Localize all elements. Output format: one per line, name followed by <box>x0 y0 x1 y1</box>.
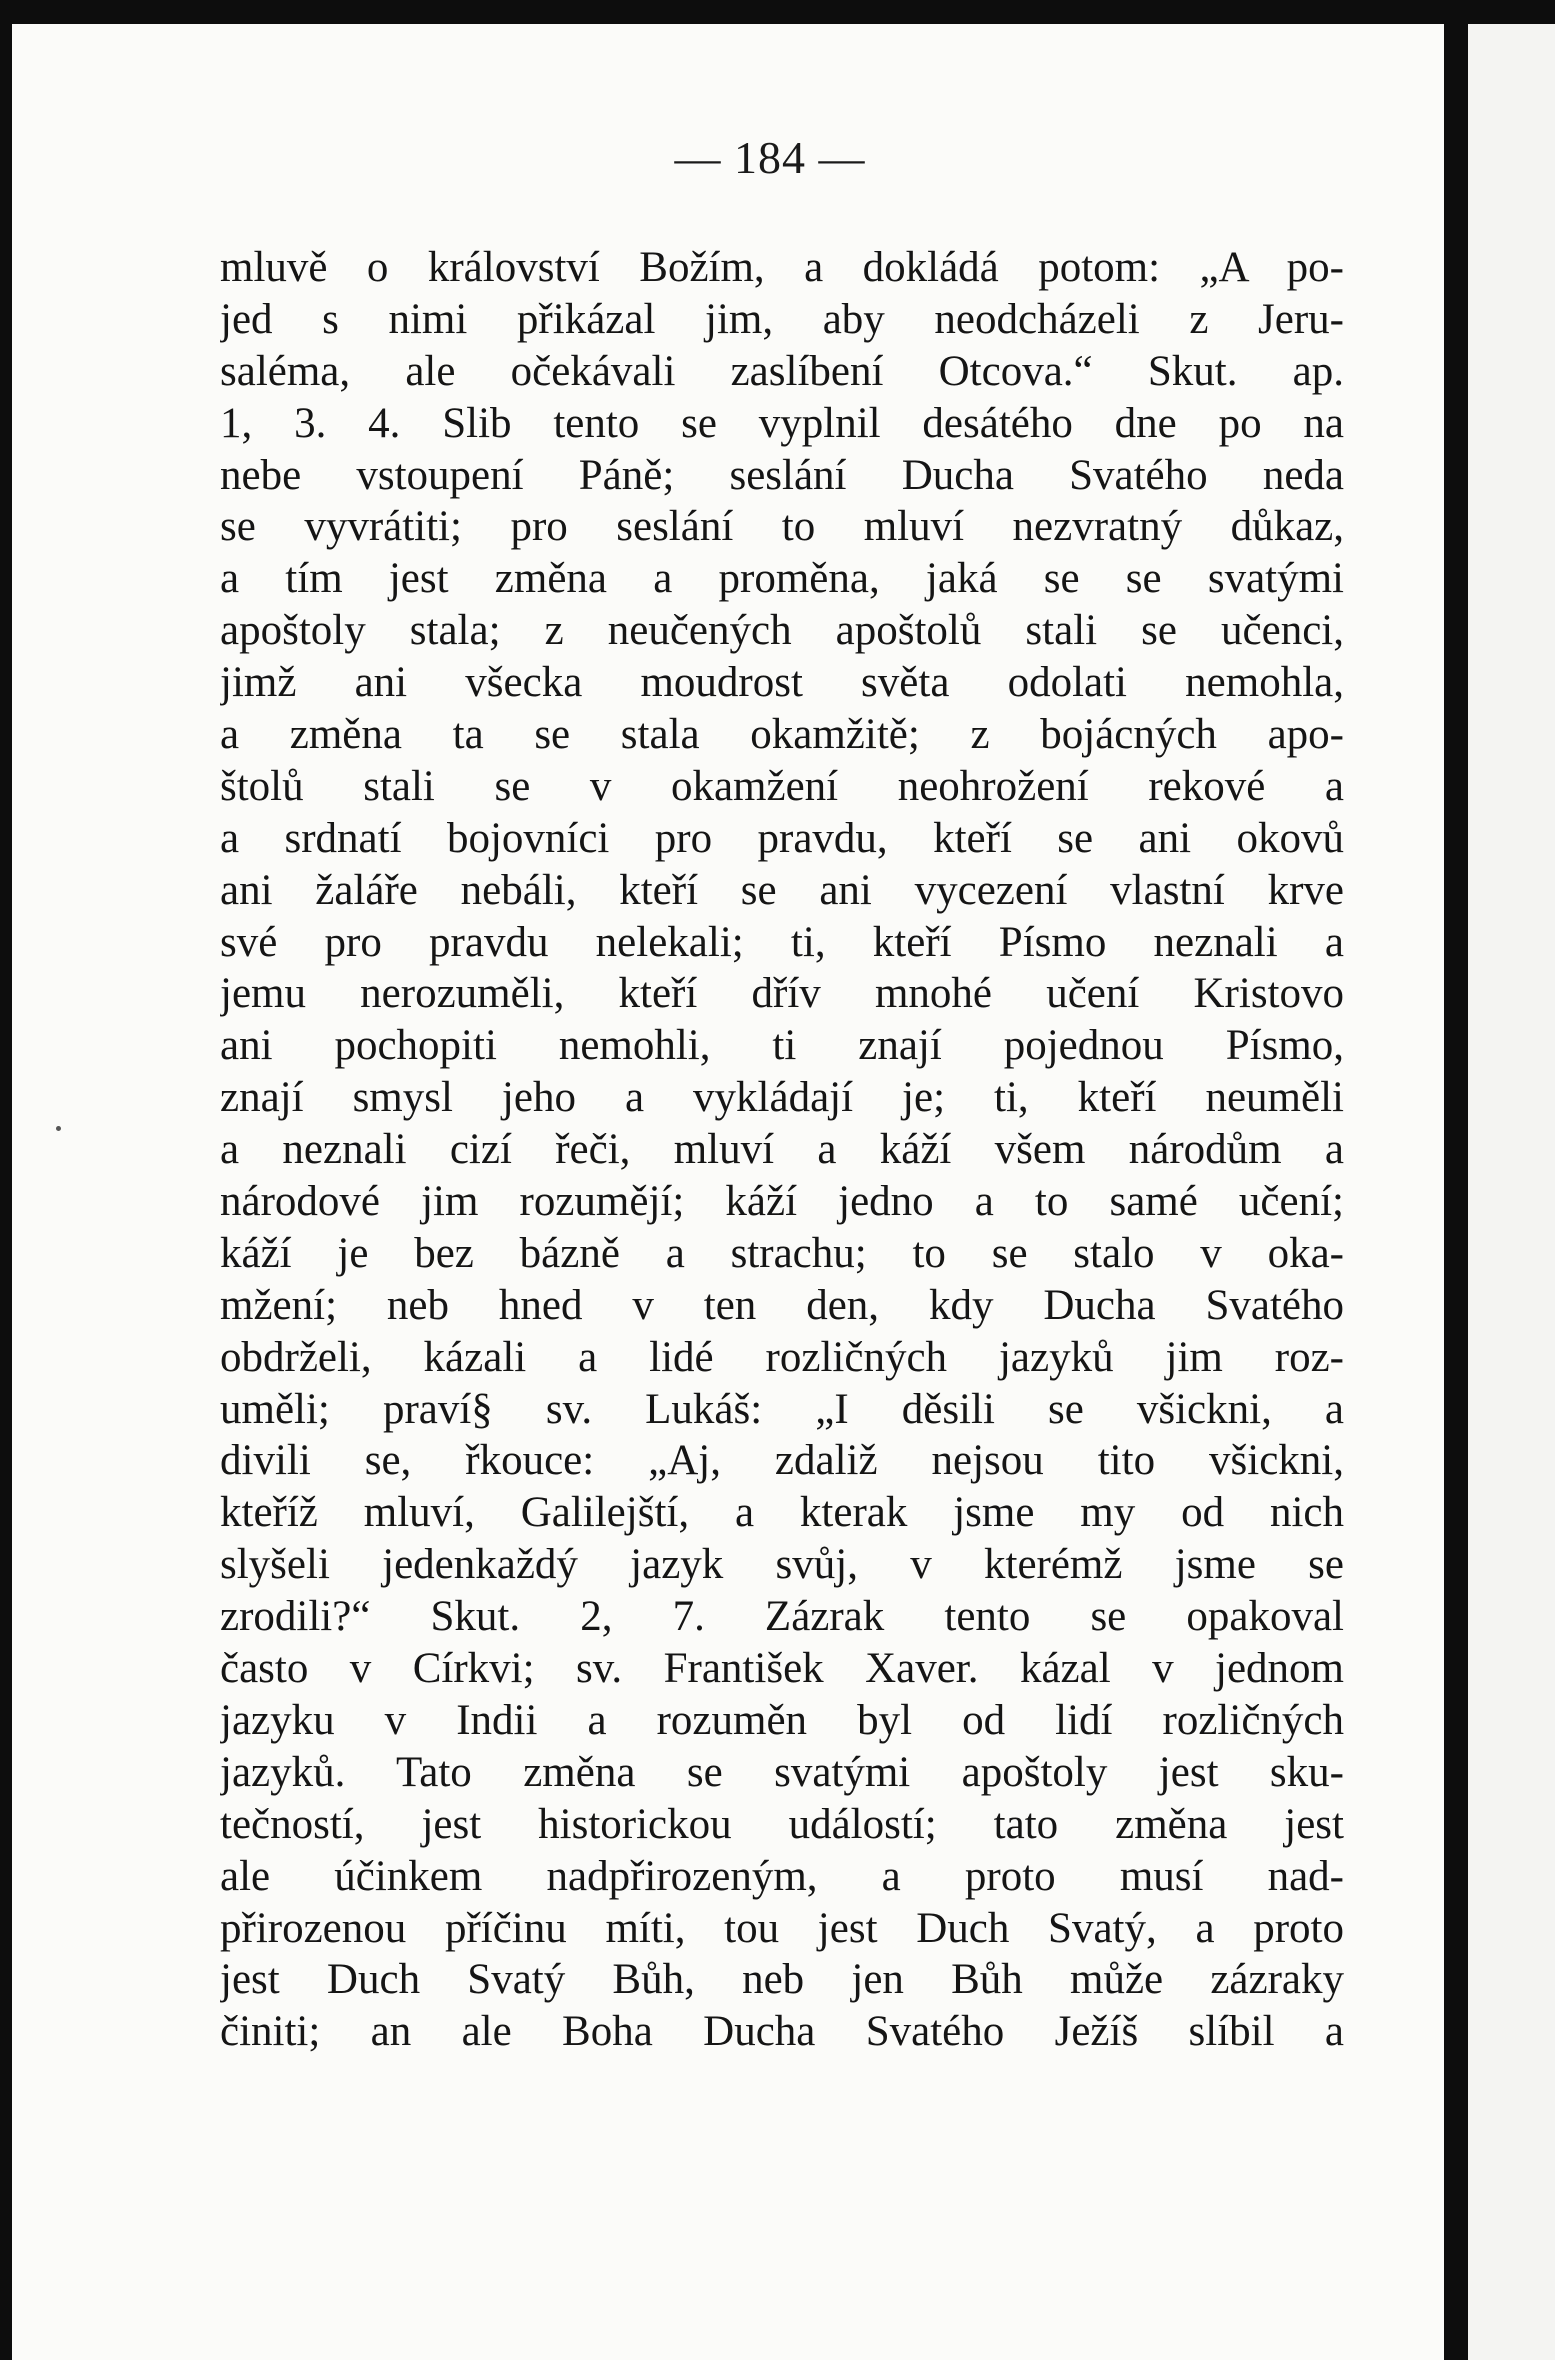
text-line: divili se, řkouce: „Aj, zdaliž nejsou tito všickni, <box>220 1437 1344 1485</box>
text-line: slyšeli jedenkaždý jazyk svůj, v kterémž jsme se <box>220 1541 1344 1589</box>
text-line: jazyků. Tato změna se svatými apoštoly jest sku- <box>220 1748 1344 1796</box>
text-line: znají smysl jeho a vykládají je; ti, kteří neuměli <box>220 1074 1344 1122</box>
text-line: 1, 3. 4. Slib tento se vyplnil desátého dne po na <box>220 399 1344 447</box>
text-line: a změna ta se stala okamžitě; z bojácných apo- <box>220 711 1344 759</box>
text-line: mžení; neb hned v ten den, kdy Ducha Svatého <box>220 1281 1344 1329</box>
text-line: a srdnatí bojovníci pro pravdu, kteří se ani okovů <box>220 814 1344 862</box>
text-line: se vyvrátiti; pro seslání to mluví nezvratný důkaz, <box>220 503 1344 551</box>
text-line: zrodili?“ Skut. 2, 7. Zázrak tento se opakoval <box>220 1593 1344 1641</box>
margin-speck <box>56 1126 61 1131</box>
text-line: jest Duch Svatý Bůh, neb jen Bůh může zázraky <box>220 1956 1344 2004</box>
text-line: a neznali cizí řeči, mluví a káží všem národům a <box>220 1126 1344 1174</box>
text-line: činiti; an ale Boha Ducha Svatého Ježíš slíbil a <box>220 2008 1344 2056</box>
text-line: národové jim rozumějí; káží jedno a to samé učení; <box>220 1178 1344 1226</box>
text-line: své pro pravdu nelekali; ti, kteří Písmo neznali a <box>220 918 1344 966</box>
text-line: jimž ani všecka moudrost světa odolati nemohla, <box>220 659 1344 707</box>
text-line: apoštoly stala; z neučených apoštolů stali se učenci, <box>220 607 1344 655</box>
text-line: jazyku v Indii a rozuměn byl od lidí rozličných <box>220 1696 1344 1744</box>
body-text <box>220 242 1344 2058</box>
facing-page-edge <box>1468 24 1555 2360</box>
text-line: obdrželi, kázali a lidé rozličných jazyků jim roz- <box>220 1333 1344 1381</box>
page-number: — 184 — <box>674 132 866 183</box>
text-line: ani pochopiti nemohli, ti znají pojednou Písmo, <box>220 1022 1344 1070</box>
text-line: často v Církvi; sv. František Xaver. kázal v jednom <box>220 1645 1344 1693</box>
text-line: ale účinkem nadpřirozeným, a proto musí nad- <box>220 1852 1344 1900</box>
text-line: ani žaláře nebáli, kteří se ani vycezení vlastní krve <box>220 866 1344 914</box>
text-line: tečností, jest historickou událostí; tato změna jest <box>220 1800 1344 1848</box>
text-line: uměli; praví§ sv. Lukáš: „I děsili se všickni, a <box>220 1385 1344 1433</box>
text-line: jemu nerozuměli, kteří dřív mnohé učení Kristovo <box>220 970 1344 1018</box>
text-line: mluvě o království Božím, a dokládá potom: „A po- <box>220 244 1344 291</box>
text-line: jed s nimi přikázal jim, aby neodcházeli z Jeru- <box>220 295 1344 343</box>
text-line: kteříž mluví, Galilejští, a kterak jsme my od nich <box>220 1489 1344 1537</box>
text-line: a tím jest změna a proměna, jaká se se svatými <box>220 555 1344 603</box>
text-line: saléma, ale očekávali zaslíbení Otcova.“ Skut. ap. <box>220 347 1344 395</box>
text-line: nebe vstoupení Páně; seslání Ducha Svatého neda <box>220 451 1344 499</box>
text-line: káží je bez bázně a strachu; to se stalo v oka- <box>220 1229 1344 1277</box>
text-line: štolů stali se v okamžení neohrožení rekové a <box>220 762 1344 810</box>
text-line: přirozenou příčinu míti, tou jest Duch Svatý, a proto <box>220 1904 1344 1952</box>
